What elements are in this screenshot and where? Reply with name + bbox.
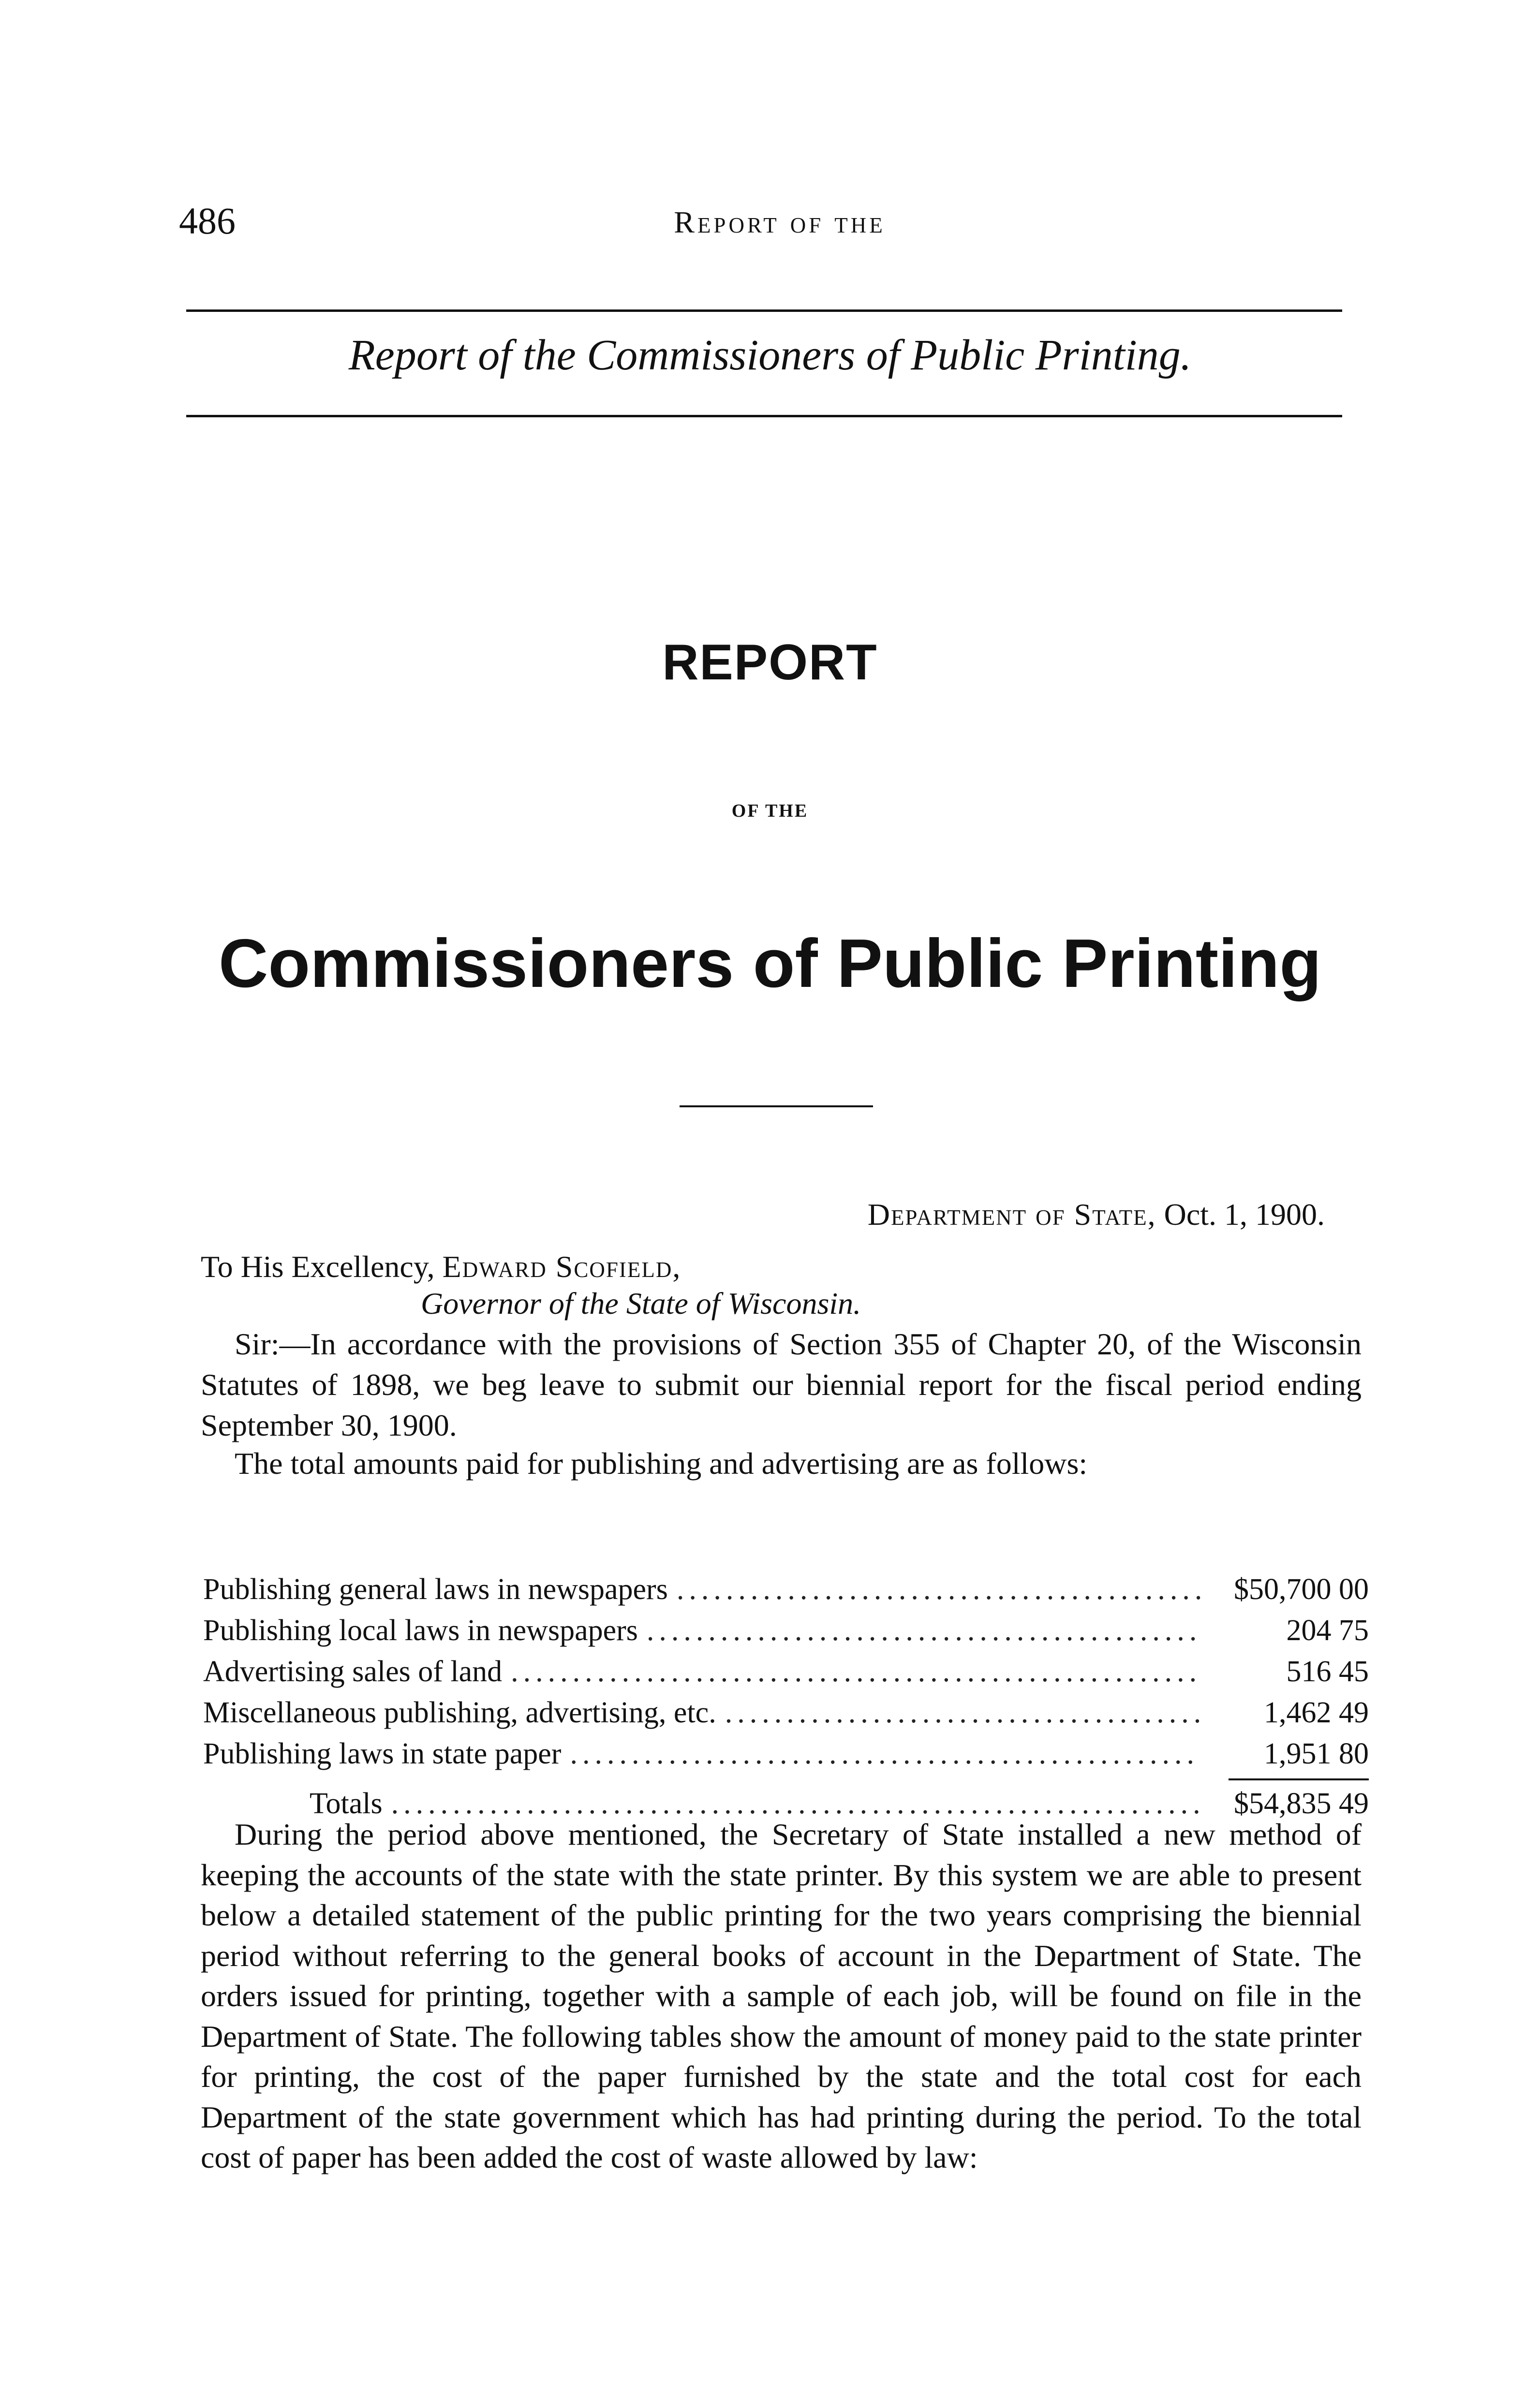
- addressee-title: Governor of the State of Wisconsin.: [421, 1286, 861, 1321]
- account-label: Advertising sales of land: [203, 1655, 503, 1688]
- letter-paragraph-1: Sir:—In accordance with the provisions of Section 355 of Chapter 20, of the Wisconsin Statutes of 1898, we beg leave to submit our biennial report for the fiscal period ending September 30, 1900.: [201, 1327, 1362, 1442]
- totals-rule: [1229, 1778, 1369, 1780]
- leader-dots: [647, 1610, 1200, 1651]
- account-label: Publishing laws in state paper: [203, 1737, 562, 1770]
- running-title: Report of the: [674, 205, 886, 239]
- title-report: REPORT: [662, 634, 878, 690]
- account-amount: 1,951 80: [1264, 1737, 1369, 1770]
- letter-paragraph-2: The total amounts paid for publishing and advertising are as follows:: [235, 1446, 1088, 1481]
- table-row: [203, 1692, 1369, 1733]
- table-row: [203, 1651, 1369, 1692]
- dateline-date: Oct. 1, 1900.: [1164, 1197, 1325, 1232]
- dateline-place: Department of State,: [867, 1197, 1156, 1232]
- account-label: Publishing local laws in newspapers: [203, 1614, 638, 1647]
- totals-amount: $54,835 49: [1234, 1787, 1369, 1820]
- account-amount: $50,700 00: [1234, 1573, 1369, 1606]
- table-row: [203, 1610, 1369, 1651]
- title-main: Commissioners of Public Printing: [218, 925, 1322, 1002]
- account-amount: 1,462 49: [1264, 1696, 1369, 1729]
- page-number: 486: [179, 200, 236, 242]
- header-rule-top: [186, 309, 1342, 312]
- salutation-prefix: To His Excellency,: [201, 1249, 435, 1284]
- accounts-table: [203, 1569, 1369, 1824]
- account-label: Miscellaneous publishing, advertising, etc.: [203, 1696, 716, 1729]
- title-of-the: OF THE: [731, 801, 809, 821]
- header-rule-bottom: [186, 415, 1342, 417]
- section-heading: Report of the Commissioners of Public Printing.: [348, 331, 1192, 379]
- table-row: [203, 1569, 1369, 1610]
- account-amount: 204 75: [1286, 1614, 1369, 1647]
- leader-dots: [677, 1569, 1200, 1610]
- account-label: Publishing general laws in newspapers: [203, 1573, 668, 1606]
- letter-dateline: [868, 1199, 1325, 1230]
- letter-salutation: [201, 1251, 681, 1282]
- title-divider: [680, 1105, 873, 1107]
- letter-paragraph-3: During the period above mentioned, the Secretary of State installed a new method of keeping the accounts of the state with the state printer. By this system we are able to present below a detailed statement of the public printing for the two years comprising the biennial period without referring to the general books of account in the Department of State. The orders issued for printing, together with a sample of each job, will be found on file in the Department of State. The following tables show the amount of money paid to the state printer for printing, the cost of the paper furnished by the state and the total cost for each Department of the state government which has had printing during the period. To the total cost of paper has been added the cost of waste allowed by law:: [201, 1817, 1362, 2174]
- account-amount: 516 45: [1286, 1655, 1369, 1688]
- table-row: [203, 1733, 1369, 1775]
- addressee-name: Edward Scofield,: [442, 1249, 681, 1284]
- leader-dots: [570, 1733, 1200, 1775]
- leader-dots: [725, 1692, 1200, 1733]
- totals-label: Totals: [310, 1787, 383, 1820]
- leader-dots: [511, 1651, 1200, 1692]
